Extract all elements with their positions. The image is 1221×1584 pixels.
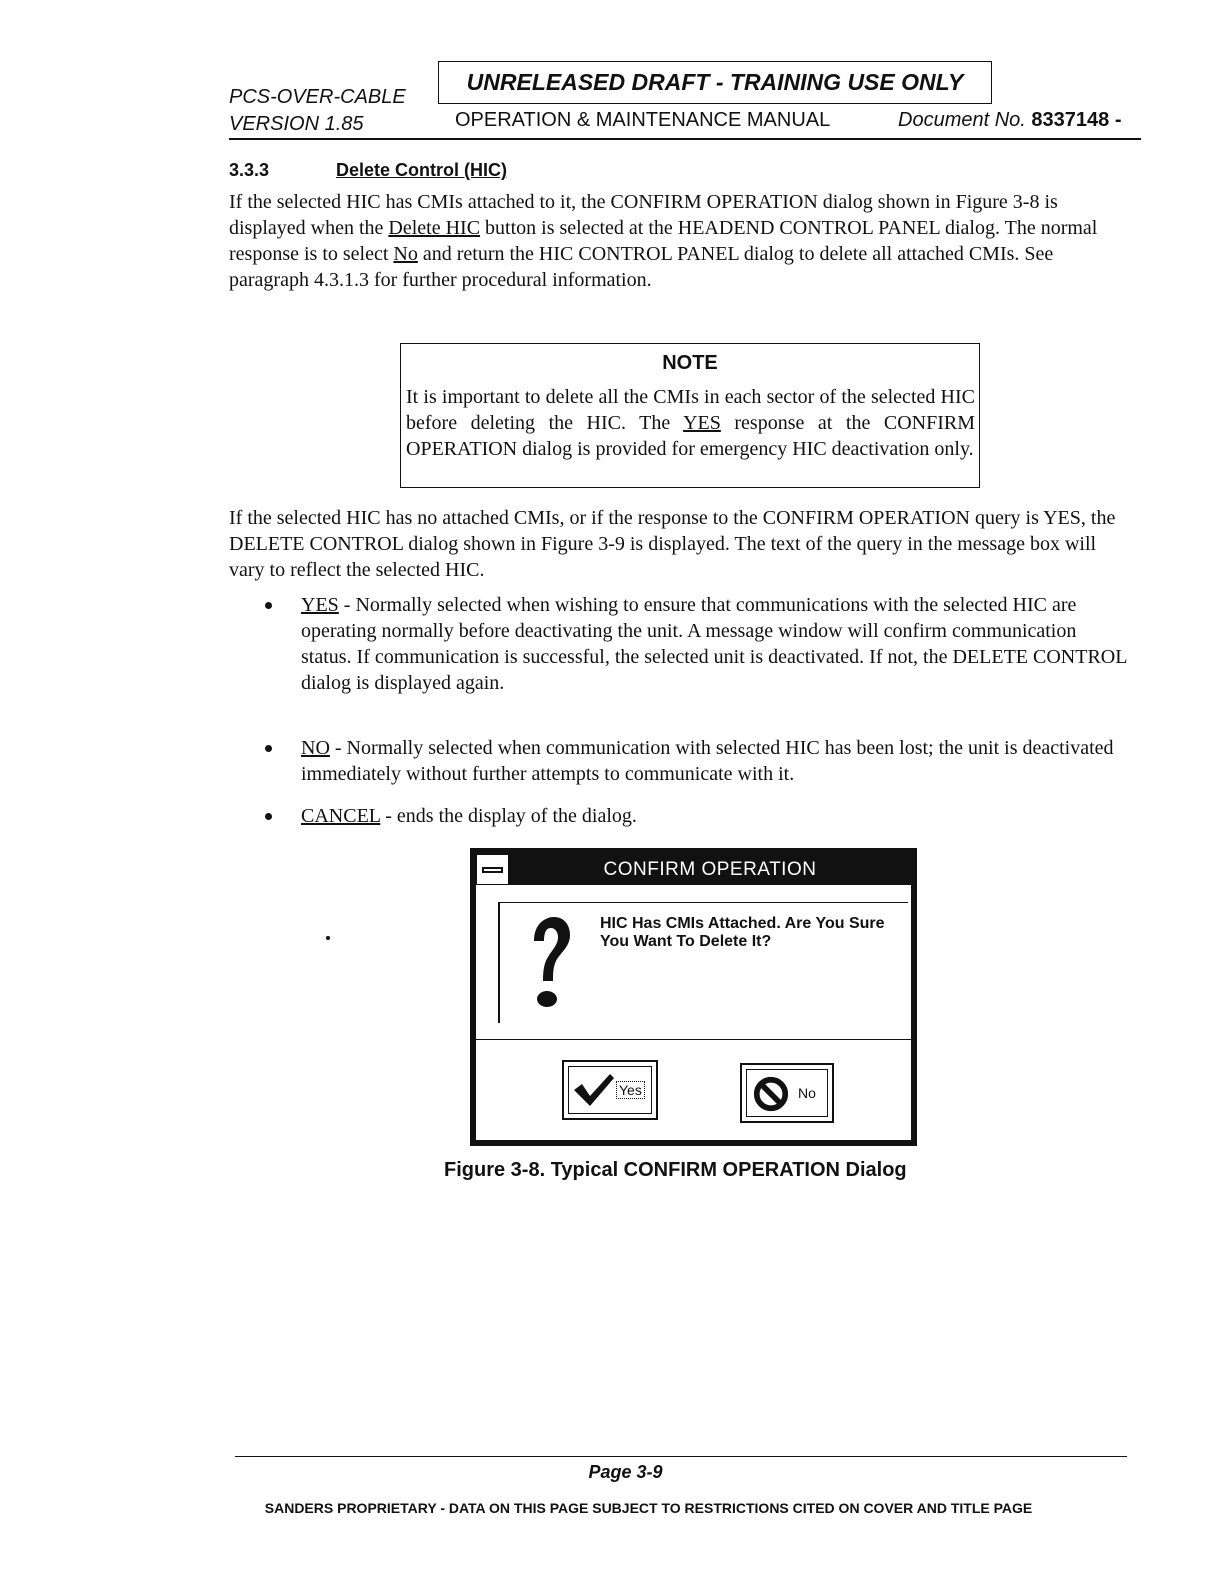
- yes-button-label: Yes: [616, 1081, 645, 1099]
- scan-speck: [326, 936, 330, 940]
- bullet-key: CANCEL: [301, 805, 381, 827]
- dialog-title: CONFIRM OPERATION: [603, 859, 817, 880]
- dialog-title-bar: [476, 854, 911, 885]
- question-mark-icon: [530, 915, 572, 1011]
- document-number-value: 8337148 -: [1031, 109, 1122, 131]
- confirm-operation-dialog: [470, 848, 917, 1146]
- yes-reference: YES: [683, 412, 721, 434]
- delete-control-paragraph: If the selected HIC has no attached CMIs, or if the response to the CONFIRM OPERATION query is YES, the DELETE CONTROL dialog shown in Figure 3-9 is displayed. The text of the query in the message box will vary to reflect the selected HIC.: [229, 507, 1116, 581]
- bullet-description: - Normally selected when communication with selected HIC has been lost; the unit is deactivated immediately without further attempts to communicate with it.: [301, 737, 1114, 785]
- list-item: [265, 592, 1130, 696]
- note-text: [401, 384, 979, 462]
- bullet-description: - Normally selected when wishing to ensure that communications with the selected HIC are operating normally before deactivating the unit. A message window will confirm communication status. If communication is successful, the selected unit is deactivated. If not, the DELETE CONTROL dialog is displayed again.: [301, 594, 1127, 694]
- list-item: [265, 735, 1130, 787]
- no-button[interactable]: [740, 1063, 834, 1123]
- no-sign-icon: [752, 1075, 790, 1113]
- bullet-key: NO: [301, 737, 330, 759]
- draft-banner: [438, 61, 992, 104]
- bullet-key: YES: [301, 594, 339, 616]
- dialog-message: HIC Has CMIs Attached. Are You Sure You Want To Delete It?: [600, 915, 885, 950]
- note-title: NOTE: [662, 352, 718, 374]
- header-divider: [229, 138, 1141, 140]
- figure-caption: Figure 3-8. Typical CONFIRM OPERATION Dialog: [444, 1159, 907, 1181]
- document-number-label: Document No.: [898, 109, 1026, 131]
- page-number: Page 3-9: [588, 1462, 663, 1482]
- bullet-dot: [265, 813, 272, 820]
- section-title: Delete Control (HIC): [336, 160, 507, 180]
- note-text-2: response at the CONFIRM OPERATION dialog is provided for emergency HIC deactivation only.: [406, 412, 975, 460]
- footer-divider: [235, 1456, 1127, 1457]
- bullet-text: [301, 735, 1130, 787]
- system-menu-icon[interactable]: [476, 854, 509, 885]
- bullet-dot: [265, 602, 272, 609]
- product-name: PCS-OVER-CABLE: [229, 86, 406, 108]
- yes-button[interactable]: [562, 1060, 658, 1120]
- section-number: 3.3.3: [229, 160, 270, 180]
- proprietary-notice: SANDERS PROPRIETARY - DATA ON THIS PAGE SUBJECT TO RESTRICTIONS CITED ON COVER AND TITLE PAGE: [264, 1500, 1033, 1516]
- dialog-separator: [476, 1039, 911, 1040]
- dialog-body: [476, 885, 911, 1140]
- draft-banner-text: UNRELEASED DRAFT - TRAINING USE ONLY: [466, 69, 964, 95]
- bullet-description: - ends the display of the dialog.: [380, 805, 637, 827]
- checkmark-icon: [572, 1072, 616, 1108]
- no-reference: No: [393, 243, 418, 265]
- no-button-label: No: [798, 1085, 816, 1101]
- message-box: [498, 902, 908, 1023]
- document-number: [898, 109, 1121, 132]
- intro-text-2: button is selected at the HEADEND CONTROL PANEL dialog. The normal response is to select: [229, 217, 1098, 265]
- intro-text-3: and return the HIC CONTROL PANEL dialog to delete all attached CMIs. See paragraph 4.3.1.3 for further procedural information.: [229, 243, 1054, 291]
- list-item: [265, 803, 1130, 829]
- bullet-dot: [265, 745, 272, 752]
- delete-hic-reference: Delete HIC: [388, 217, 481, 239]
- note-text-1: It is important to delete all the CMIs in each sector of the selected HIC before deleting the HIC. The: [406, 386, 975, 434]
- note-box: [400, 343, 980, 488]
- manual-title: OPERATION & MAINTENANCE MANUAL: [455, 109, 831, 131]
- bullet-text: [301, 803, 1130, 829]
- intro-text-1: If the selected HIC has CMIs attached to it, the CONFIRM OPERATION dialog shown in Figure 3-8 is displayed when the: [229, 191, 1058, 239]
- bullet-text: [301, 592, 1130, 696]
- version-label: VERSION 1.85: [229, 113, 364, 135]
- intro-paragraph: [229, 189, 1134, 293]
